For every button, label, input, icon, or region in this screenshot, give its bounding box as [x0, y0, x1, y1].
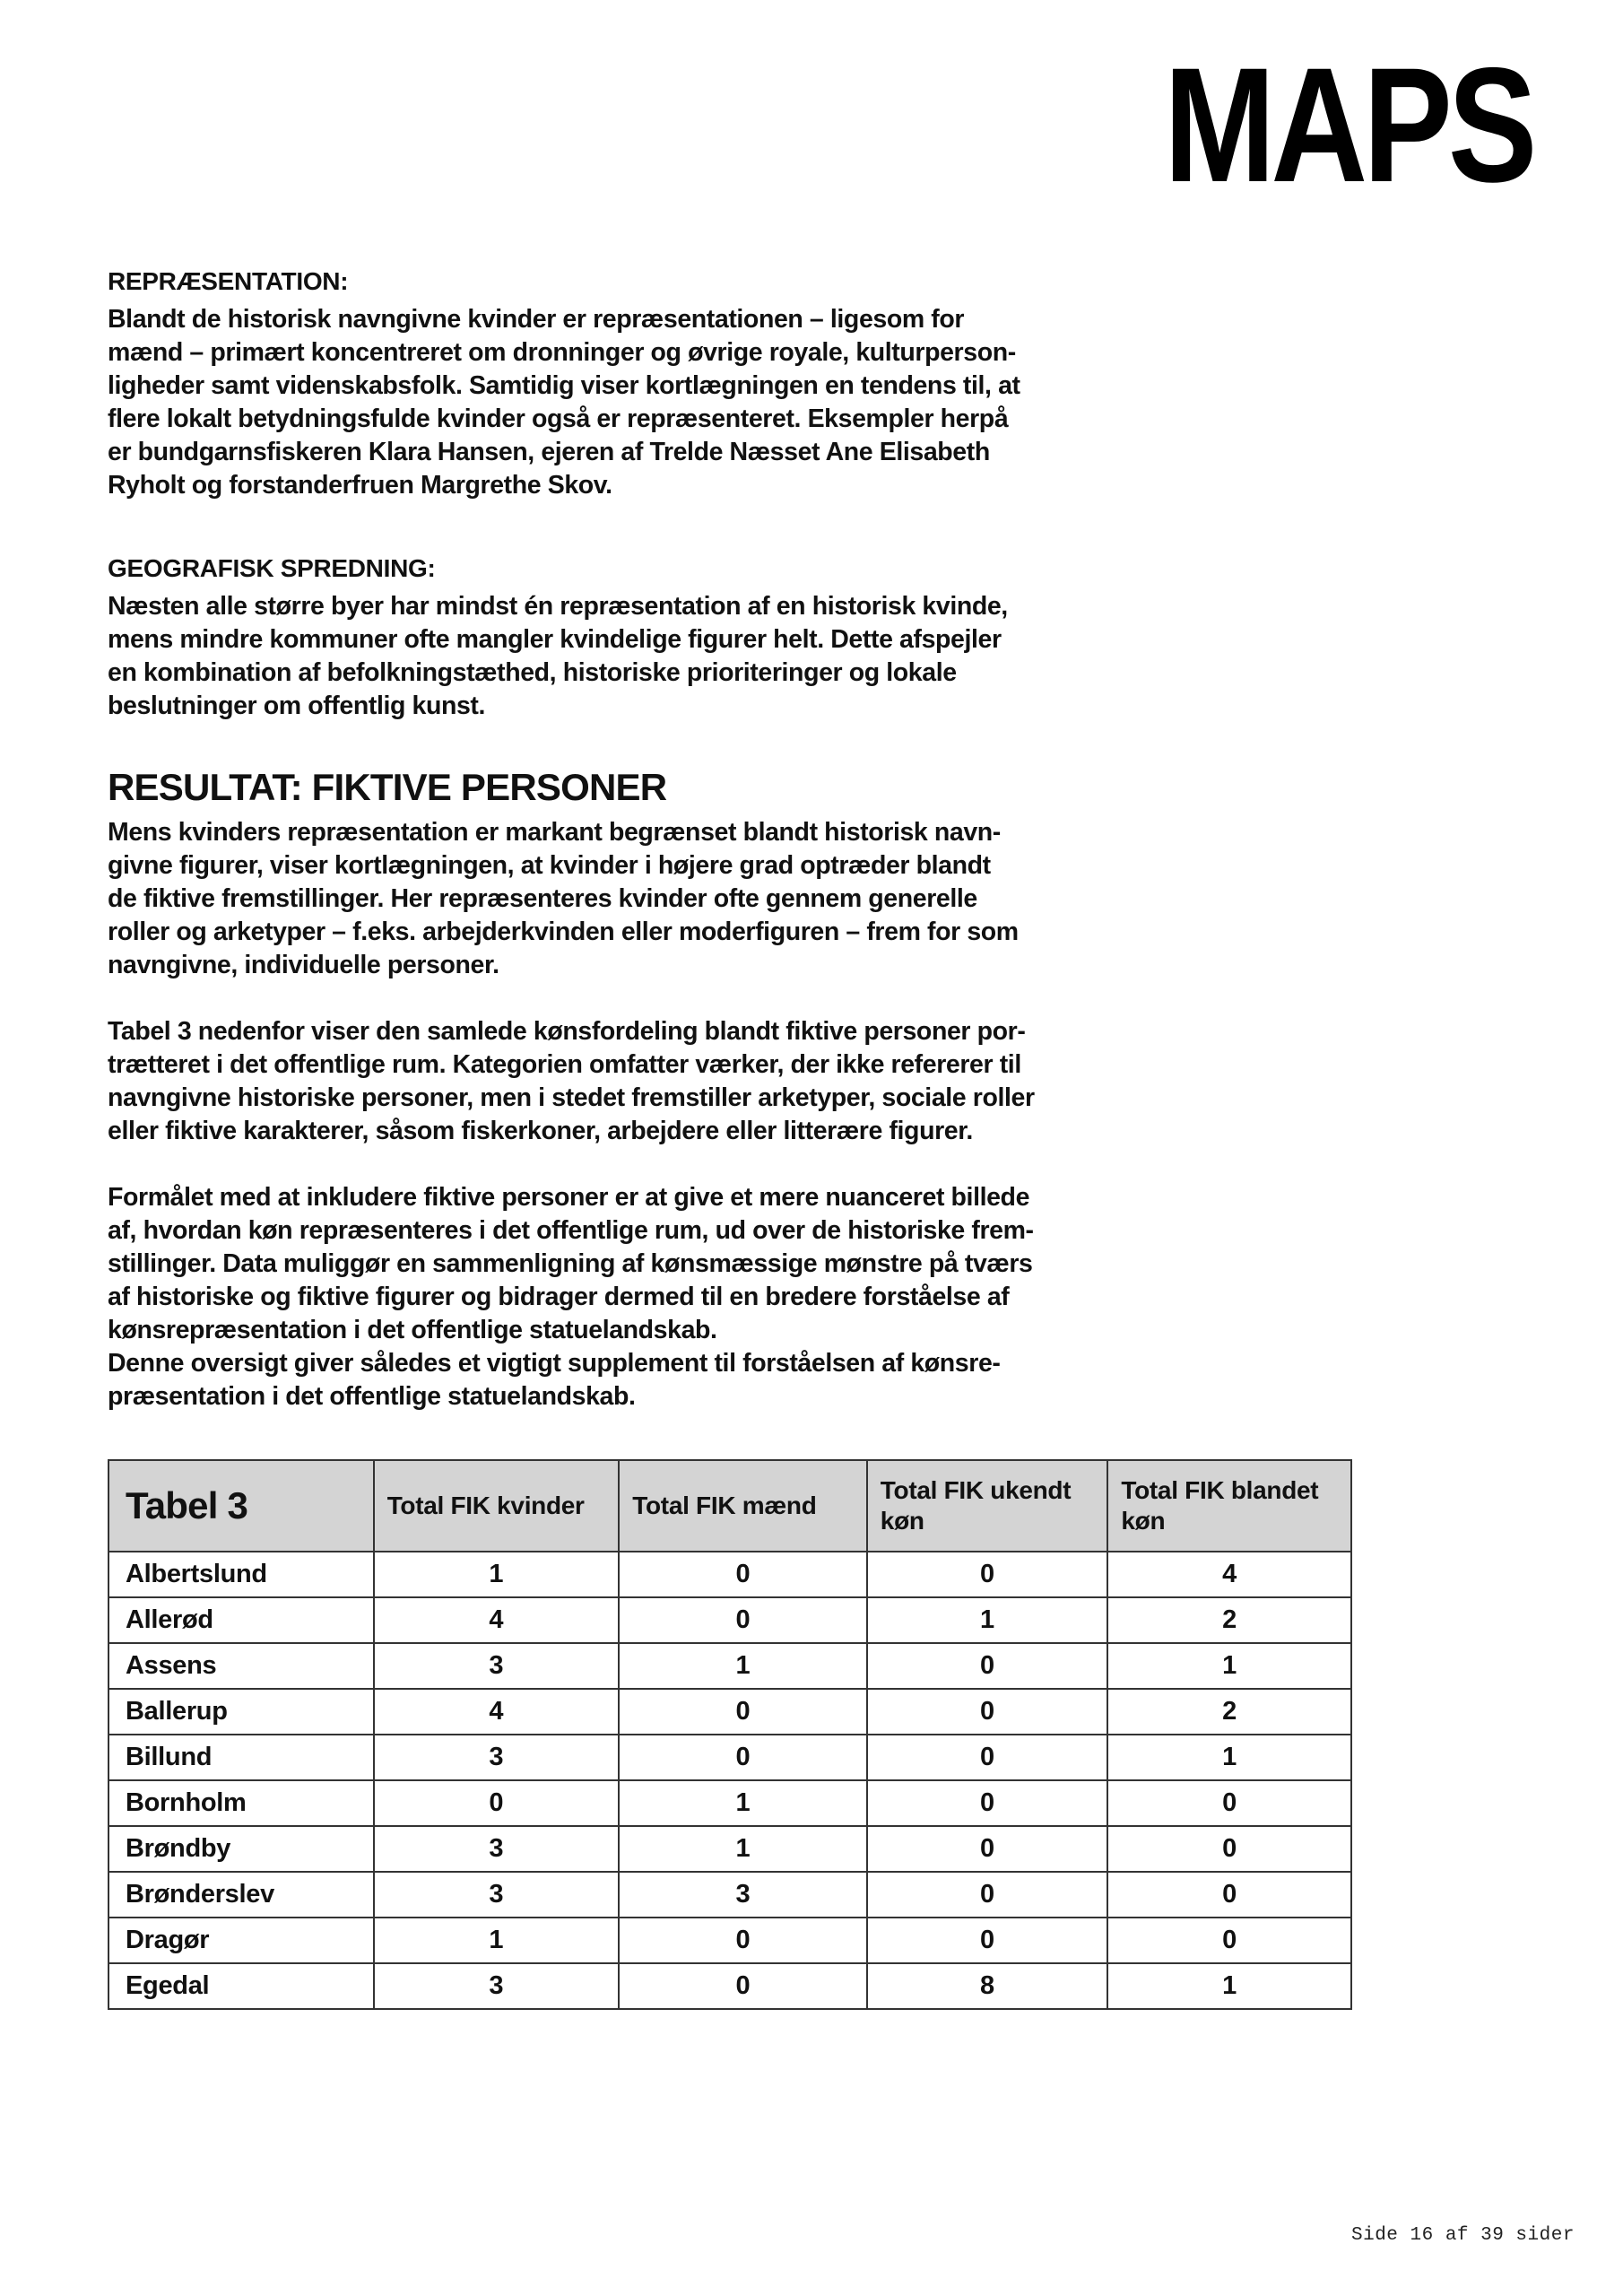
text-line: mens mindre kommuner ofte mangler kvindelige figurer helt. Dette afspejler: [108, 625, 1002, 654]
brand-title: MAPS: [1164, 33, 1533, 216]
text-line: Næsten alle større byer har mindst én repræsentation af en historisk kvinde,: [108, 592, 1008, 621]
document-body: [108, 265, 1130, 1413]
paragraph: [108, 816, 1130, 982]
value-cell: 3: [374, 1872, 620, 1918]
text-line: Denne oversigt giver således et vigtigt supplement til forståelsen af kønsre-: [108, 1349, 1001, 1378]
value-cell: 1: [619, 1643, 867, 1689]
text-line: navngivne historiske personer, men i stedet fremstiller arketyper, sociale roller: [108, 1083, 1035, 1112]
value-cell: 0: [867, 1826, 1108, 1872]
value-cell: 1: [1107, 1735, 1351, 1780]
paragraph-gap: [108, 982, 1130, 1015]
section-geography: [108, 552, 1130, 723]
table-row: [108, 1735, 1351, 1780]
municipality-cell: Billund: [108, 1735, 374, 1780]
municipality-cell: Brønderslev: [108, 1872, 374, 1918]
value-cell: 8: [867, 1963, 1108, 2009]
value-cell: 3: [374, 1963, 620, 2009]
municipality-cell: Ballerup: [108, 1689, 374, 1735]
section-representation: [108, 265, 1130, 502]
table-row: [108, 1963, 1351, 2009]
paragraph: [108, 303, 1130, 502]
municipality-cell: Brøndby: [108, 1826, 374, 1872]
section-heading: REPRÆSENTATION:: [108, 267, 349, 295]
text-line: en kombination af befolkningstæthed, historiske prioriteringer og lokale: [108, 658, 957, 687]
value-cell: 0: [867, 1735, 1108, 1780]
table-row: [108, 1826, 1351, 1872]
value-cell: 0: [1107, 1826, 1351, 1872]
text-line: Tabel 3 nedenfor viser den samlede kønsfordeling blandt fiktive personer por-: [108, 1017, 1026, 1046]
table-row: [108, 1643, 1351, 1689]
municipality-cell: Bornholm: [108, 1780, 374, 1826]
municipality-cell: Allerød: [108, 1597, 374, 1643]
text-line: præsentation i det offentlige statuelandskab.: [108, 1382, 636, 1411]
text-line: beslutninger om offentlig kunst.: [108, 691, 486, 720]
text-line: Blandt de historisk navngivne kvinder er repræsentationen – ligesom for: [108, 305, 965, 334]
paragraph-gap: [108, 1148, 1130, 1181]
municipality-cell: Egedal: [108, 1963, 374, 2009]
municipality-cell: Albertslund: [108, 1552, 374, 1597]
table-row: [108, 1597, 1351, 1643]
value-cell: 1: [374, 1552, 620, 1597]
value-cell: 3: [374, 1643, 620, 1689]
text-line: de fiktive fremstillinger. Her repræsenteres kvinder ofte gennem generelle: [108, 884, 977, 913]
table-title: Tabel 3: [108, 1460, 374, 1552]
value-cell: 0: [619, 1689, 867, 1735]
value-cell: 4: [1107, 1552, 1351, 1597]
value-cell: 0: [867, 1643, 1108, 1689]
value-cell: 1: [1107, 1963, 1351, 2009]
paragraph: [108, 1181, 1130, 1413]
value-cell: 0: [1107, 1918, 1351, 1963]
value-cell: 0: [867, 1689, 1108, 1735]
text-line: Ryholt og forstanderfruen Margrethe Skov.: [108, 471, 612, 500]
value-cell: 1: [619, 1780, 867, 1826]
value-cell: 1: [1107, 1643, 1351, 1689]
text-line: givne figurer, viser kortlægningen, at kvinder i højere grad optræder blandt: [108, 851, 991, 880]
value-cell: 4: [374, 1597, 620, 1643]
value-cell: 0: [867, 1552, 1108, 1597]
value-cell: 3: [619, 1872, 867, 1918]
text-line: stillinger. Data muliggør en sammenligning af kønsmæssige mønstre på tværs: [108, 1249, 1033, 1278]
table-row: [108, 1689, 1351, 1735]
text-line: er bundgarnsfiskeren Klara Hansen, ejeren af Trelde Næsset Ane Elisabeth: [108, 438, 990, 466]
value-cell: 0: [619, 1963, 867, 2009]
text-line: Mens kvinders repræsentation er markant begrænset blandt historisk navn-: [108, 818, 1001, 847]
value-cell: 2: [1107, 1689, 1351, 1735]
column-header: Total FIK blandet køn: [1107, 1460, 1351, 1552]
value-cell: 0: [1107, 1780, 1351, 1826]
text-line: trætteret i det offentlige rum. Kategorien omfatter værker, der ikke refererer til: [108, 1050, 1021, 1079]
value-cell: 0: [867, 1918, 1108, 1963]
text-line: eller fiktive karakterer, såsom fiskerkoner, arbejdere eller litterære figurer.: [108, 1117, 973, 1145]
table-row: [108, 1552, 1351, 1597]
text-line: flere lokalt betydningsfulde kvinder også er repræsenteret. Eksempler herpå: [108, 404, 1009, 433]
text-line: navngivne, individuelle personer.: [108, 951, 499, 979]
value-cell: 0: [1107, 1872, 1351, 1918]
table-header-row: [108, 1460, 1351, 1552]
paragraph: [108, 590, 1130, 723]
value-cell: 0: [867, 1872, 1108, 1918]
value-cell: 0: [619, 1918, 867, 1963]
section-result: [108, 766, 1130, 1413]
value-cell: 3: [374, 1826, 620, 1872]
value-cell: 0: [867, 1780, 1108, 1826]
value-cell: 1: [619, 1826, 867, 1872]
value-cell: 2: [1107, 1597, 1351, 1643]
value-cell: 0: [374, 1780, 620, 1826]
municipality-cell: Dragør: [108, 1918, 374, 1963]
value-cell: 0: [619, 1735, 867, 1780]
column-header: Total FIK ukendt køn: [867, 1460, 1108, 1552]
text-line: mænd – primært koncentreret om dronninger og øvrige royale, kulturperson-: [108, 338, 1016, 367]
paragraph: [108, 1015, 1130, 1148]
table-row: [108, 1918, 1351, 1963]
column-header: Total FIK kvinder: [374, 1460, 620, 1552]
section-title: RESULTAT: FIKTIVE PERSONER: [108, 766, 667, 808]
value-cell: 1: [867, 1597, 1108, 1643]
page-number: Side 16 af 39 sider: [1351, 2225, 1575, 2246]
column-header: Total FIK mænd: [619, 1460, 867, 1552]
text-line: Formålet med at inkludere fiktive personer er at give et mere nuanceret billede: [108, 1183, 1030, 1212]
value-cell: 4: [374, 1689, 620, 1735]
text-line: ligheder samt videnskabsfolk. Samtidig viser kortlægningen en tendens til, at: [108, 371, 1020, 400]
data-table: [108, 1459, 1352, 2010]
value-cell: 3: [374, 1735, 620, 1780]
municipality-cell: Assens: [108, 1643, 374, 1689]
value-cell: 0: [619, 1552, 867, 1597]
value-cell: 1: [374, 1918, 620, 1963]
text-line: roller og arketyper – f.eks. arbejderkvinden eller moderfiguren – frem for som: [108, 918, 1019, 946]
section-heading: GEOGRAFISK SPREDNING:: [108, 554, 436, 582]
table-row: [108, 1780, 1351, 1826]
table-row: [108, 1872, 1351, 1918]
text-line: af, hvordan køn repræsenteres i det offentlige rum, ud over de historiske frem-: [108, 1216, 1034, 1245]
value-cell: 0: [619, 1597, 867, 1643]
text-line: af historiske og fiktive figurer og bidrager dermed til en bredere forståelse af: [108, 1283, 1010, 1311]
text-line: kønsrepræsentation i det offentlige statuelandskab.: [108, 1316, 717, 1344]
